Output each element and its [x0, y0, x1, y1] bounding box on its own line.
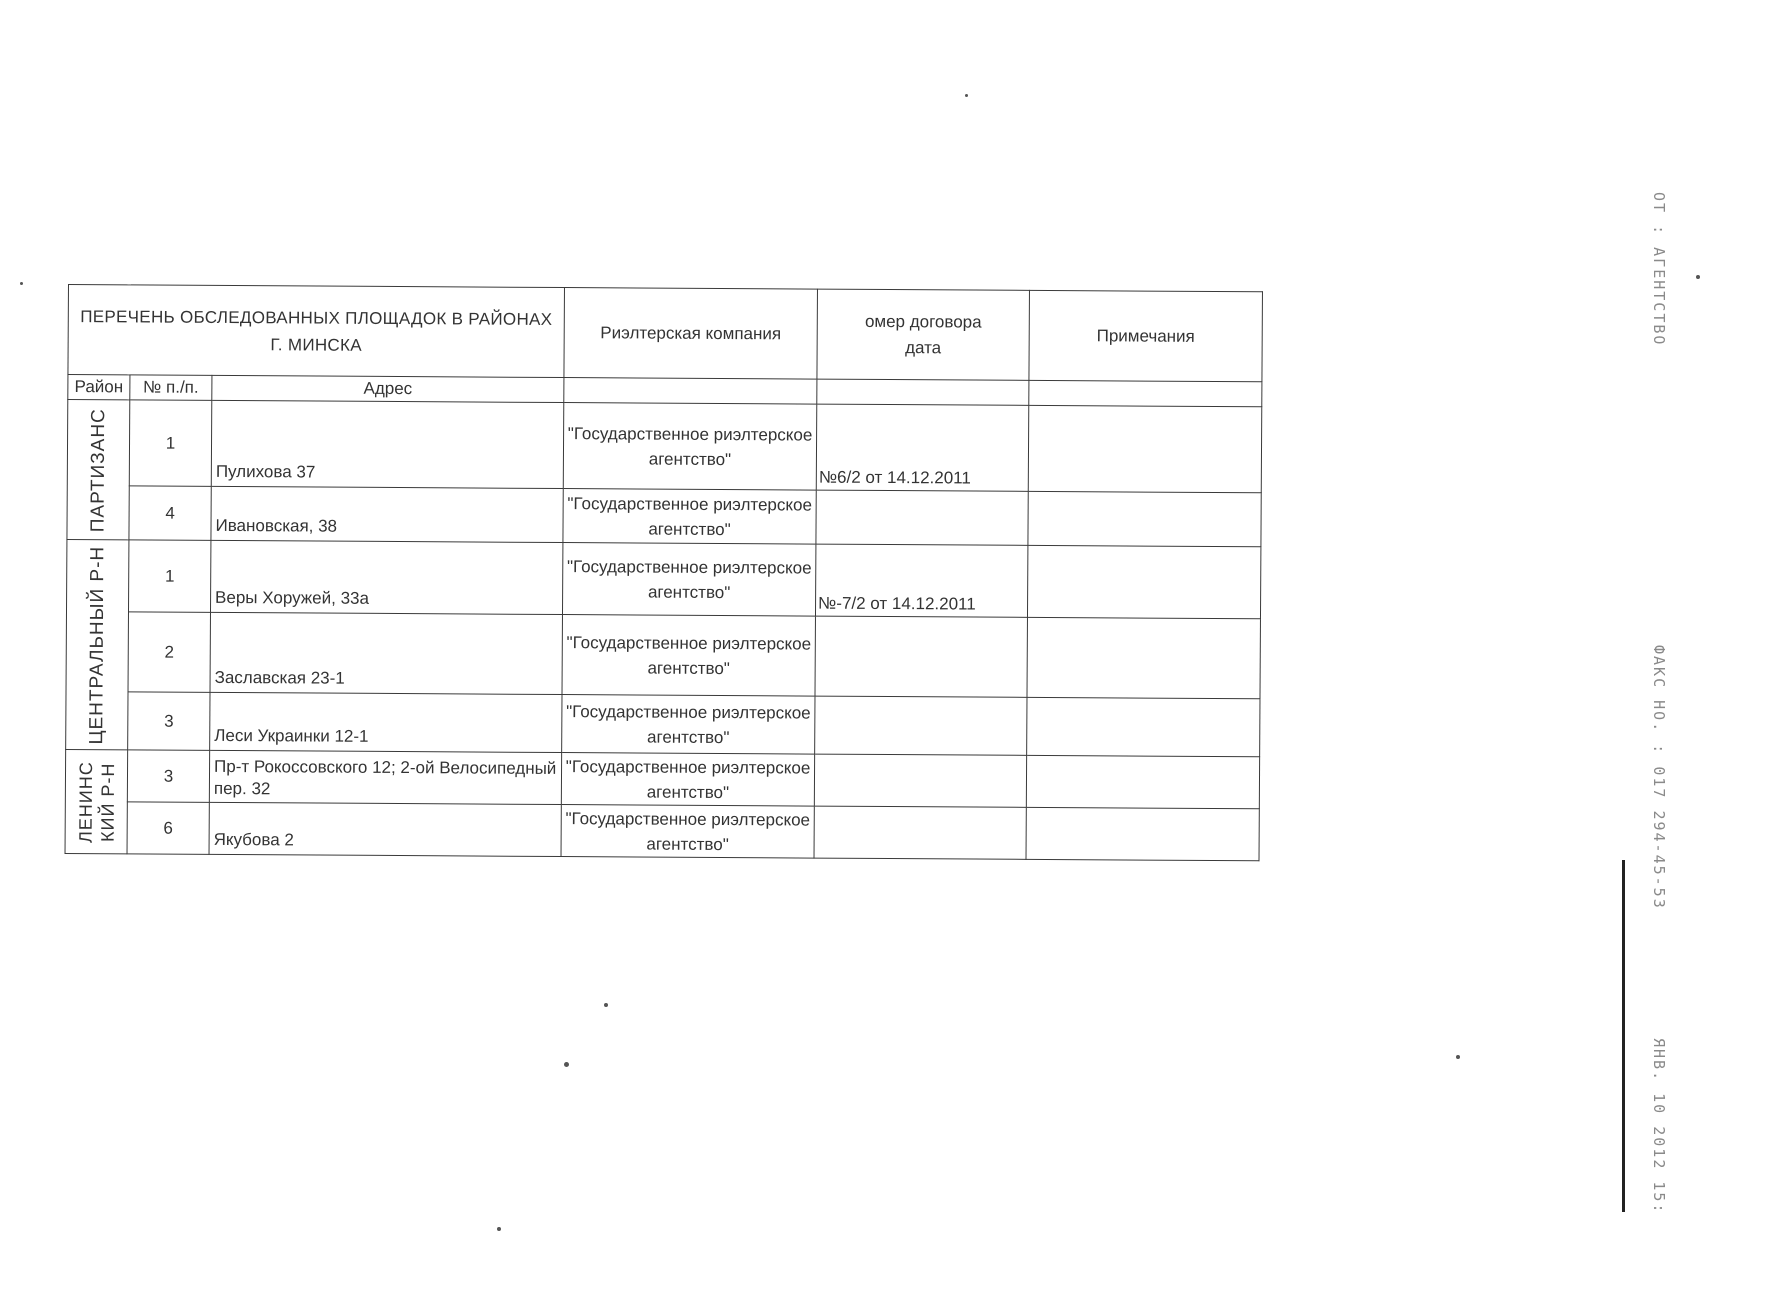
row-address: Заславская 23-1 [210, 612, 562, 694]
row-number: 2 [128, 612, 210, 692]
table-row [67, 485, 1261, 546]
table-row [65, 749, 1259, 808]
row-address: Якубова 2 [209, 802, 561, 856]
scan-speck [1696, 275, 1700, 279]
district-header: Район [68, 375, 130, 400]
row-contract: №6/2 от 14.12.2011 [816, 404, 1029, 491]
table-row [67, 400, 1262, 493]
district-label: ЛЕНИНС КИЙ Р-Н [75, 760, 118, 843]
row-notes [1026, 807, 1259, 860]
table-title: ПЕРЕЧЕНЬ ОБСЛЕДОВАННЫХ ПЛОЩАДОК В РАЙОНАХ Г. МИНСКА [68, 285, 565, 378]
row-number: 1 [129, 400, 212, 486]
district-label: ЦЕНТРАЛЬНЫЙ Р-Н [85, 545, 108, 745]
row-address: Пулихова 37 [211, 400, 564, 488]
scan-speck [20, 282, 23, 285]
notes-header: Примечания [1029, 290, 1263, 381]
row-notes [1027, 617, 1260, 698]
fax-number: ФАКС НО. : 017 294-45-53 [1650, 645, 1668, 910]
district-cell-leninsky [65, 749, 128, 853]
row-company: "Государственное риэлтерское агентство" [563, 403, 817, 491]
row-notes [1028, 405, 1262, 492]
fax-margin-line [1622, 860, 1625, 1212]
scan-speck [604, 1003, 608, 1007]
company-header: Риэлтерская компания [564, 288, 818, 380]
row-number: 3 [127, 750, 209, 802]
row-company: "Государственное риэлтерское агентство" [563, 543, 816, 617]
row-address: Веры Хоружей, 33а [210, 540, 562, 614]
row-company: "Государственное риэлтерское агентство" [562, 695, 815, 755]
address-header: Адрес [212, 375, 564, 402]
row-notes [1027, 545, 1260, 618]
header-row [68, 285, 1263, 382]
row-notes [1027, 697, 1260, 756]
contract-header: омер договора дата [817, 289, 1030, 380]
row-company: "Государственное риэлтерское агентство" [561, 805, 814, 859]
table-row [66, 691, 1260, 756]
row-contract [815, 696, 1027, 755]
row-number: 6 [127, 802, 209, 854]
scan-speck [564, 1062, 569, 1067]
row-number: 1 [128, 540, 210, 612]
fax-from: ОТ : АГЕНТСТВО [1650, 192, 1668, 347]
sites-table [65, 284, 1263, 861]
row-contract [816, 490, 1028, 545]
row-number: 4 [129, 486, 211, 540]
table-row [65, 801, 1259, 860]
empty-cell [1029, 380, 1262, 406]
district-label: ПАРТИЗАНС [86, 407, 109, 532]
row-company: "Государственное риэлтерское агентство" [563, 489, 816, 545]
scan-speck [1456, 1055, 1460, 1059]
district-cell-partizansky [67, 400, 130, 540]
empty-cell [564, 378, 817, 405]
row-company: "Государственное риэлтерское агентство" [562, 615, 815, 697]
district-cell-central [66, 539, 129, 749]
empty-cell [817, 379, 1029, 405]
row-notes [1026, 755, 1259, 808]
row-company: "Государственное риэлтерское агентство" [561, 753, 814, 807]
row-address: Леси Украинки 12-1 [210, 692, 562, 752]
row-contract: №-7/2 от 14.12.2011 [816, 544, 1028, 617]
row-address: Пр-т Рокоссовского 12; 2-ой Велосипедный пер. 32 [209, 750, 561, 804]
row-number: 3 [128, 692, 210, 750]
table-row [66, 539, 1260, 618]
row-contract [814, 754, 1026, 807]
row-contract [815, 616, 1027, 697]
table-row [66, 611, 1260, 698]
fax-date: ЯНВ. 10 2012 15: [1650, 1038, 1668, 1215]
row-contract [814, 806, 1026, 859]
number-header: № п./п. [130, 375, 212, 401]
row-address: Ивановская, 38 [211, 486, 563, 542]
scan-speck [965, 94, 968, 97]
scan-speck [497, 1227, 501, 1231]
row-notes [1028, 491, 1261, 546]
